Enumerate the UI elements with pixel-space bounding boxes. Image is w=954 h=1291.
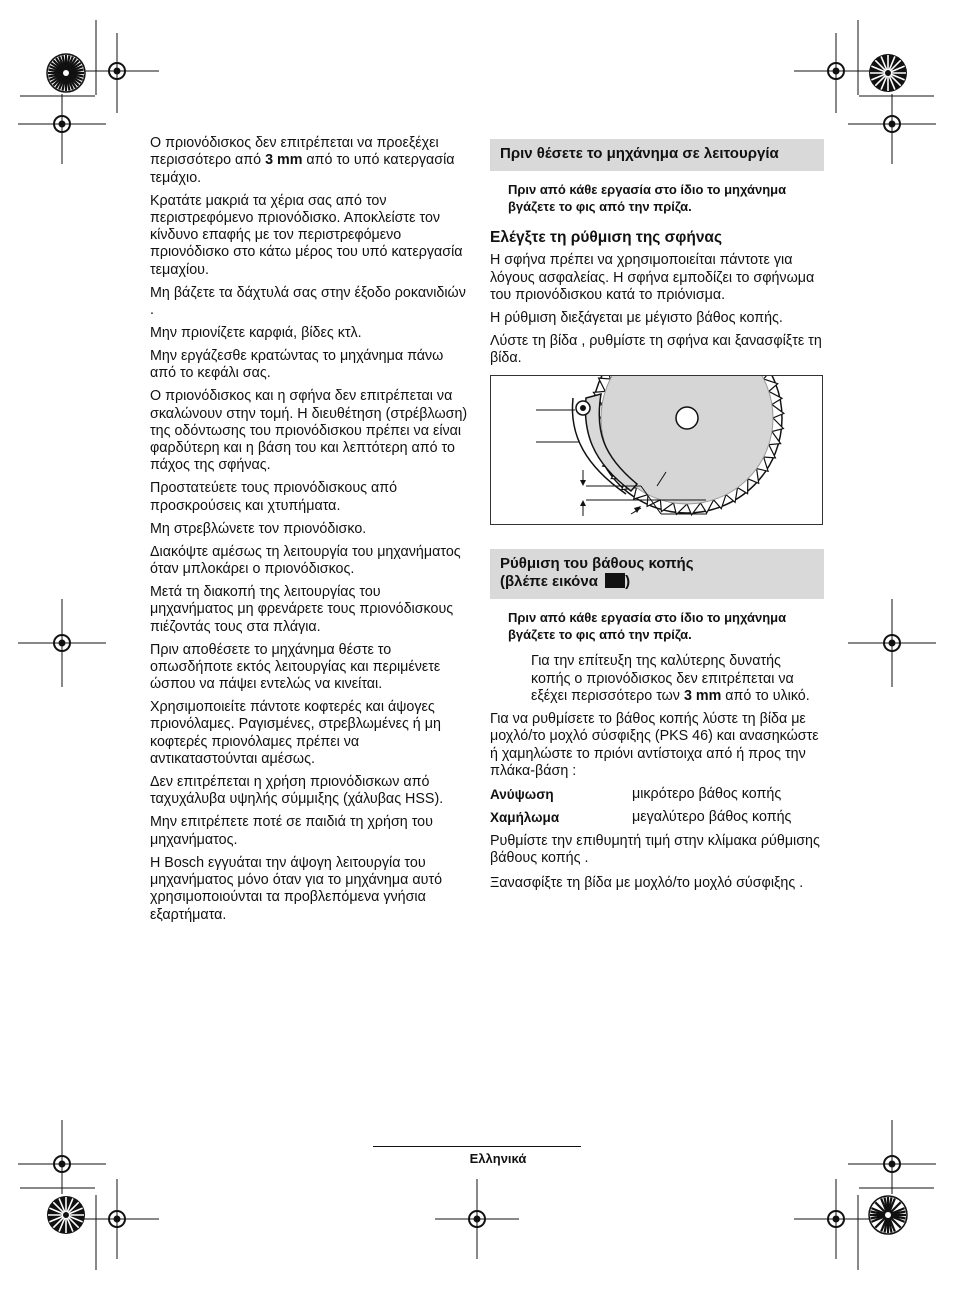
footer-rule — [373, 1146, 581, 1147]
riving-knife-paragraph-3: Λύστε τη βίδα , ρυθμίστε τη σφήνα και ξανασφίξτε τη βίδα. — [490, 332, 822, 367]
riving-knife-paragraph-1: Η σφήνα πρέπει να χρησιμοποιείται πάντοτε για λόγους ασφαλείας. Η σφήνα εμποδίζει το σφήνωμα του πριονόδισκου κατά το πριόνισμα. — [490, 252, 815, 303]
safety-paragraph-13: Δεν επιτρέπεται η χρήση πριονόδισκων από ταχυχάλυβα υψηλής σύμμιξης (χάλυβας HSS). — [150, 774, 444, 808]
right-column — [490, 139, 824, 898]
footer-language: Ελληνικά — [469, 1151, 527, 1166]
safety-paragraph-12: Χρησιμοποιείτε πάντοτε κοφτερές και άψογες πριονόλαμες. Ραγισμένες, στρεβλωμένες ή μη κοφτερές πριονόλαμες πρέπει να αντικαταστούνται αμέσως. — [150, 699, 441, 768]
riving-knife-paragraph-2: Η ρύθμιση διεξάγεται με μέγιστο βάθος κοπής. — [490, 309, 783, 326]
safety-paragraph-11: Πριν αποθέσετε το μηχάνημα θέστε το οπωσδήποτε εκτός λειτουργίας και περιμένετε ώσπου να πάψει εντελώς να κινείται. — [150, 641, 441, 693]
adjust-row-lower: Χαμήλωμα μεγαλύτερο βάθος κοπής — [490, 809, 792, 826]
riving-knife-figure — [490, 375, 823, 525]
safety-paragraph-10: Μετά τη διακοπή της λειτουργίας του μηχανήματος μη φρενάρετε τους πριονόδισκους πιέζοντάς τους στα πλάγια. — [150, 584, 454, 635]
safety-paragraph-14: Μην επιτρέπετε ποτέ σε παιδιά τη χρήση του μηχανήματος. — [150, 814, 433, 848]
unplug-warning: Πριν από κάθε εργασία στο ίδιο το μηχάνημα βγάζετε το φις από την πρίζα. — [508, 182, 787, 214]
cutting-depth-paragraph-3: Ξανασφίξτε τη βίδα με μοχλό/το μοχλό σύσφιξης . — [490, 875, 804, 892]
cutting-depth-note: Για την επίτευξη της καλύτερης δυνατής κοπής ο πριονόδισκος δεν επιτρέπεται να εξέχει περισσότερο των 3 mm από το υλικό. — [531, 653, 810, 705]
subheading-riving-knife: Ελέγξτε τη ρύθμιση της σφήνας — [490, 229, 723, 246]
safety-paragraph-4: Μην πριονίζετε καρφιά, βίδες κτλ. — [150, 325, 362, 342]
saw-blade-icon — [590, 376, 784, 515]
safety-paragraph-7: Προστατεύετε τους πριονόδισκους από προσκρούσεις και χτυπήματα. — [150, 480, 398, 514]
cutting-depth-paragraph-2: Ρυθμίστε την επιθυμητή τιμή στην κλίμακα ρύθμισης βάθους κοπής . — [490, 832, 820, 866]
section-heading-cutting-depth: Ρύθμιση του βάθους κοπής (βλέπε εικόνα ) — [490, 549, 824, 599]
saw-blade-illustration — [491, 376, 822, 524]
adjust-row-raise: Ανύψωση μικρότερο βάθος κοπής — [490, 785, 782, 802]
safety-paragraph-5: Μην εργάζεσθε κρατώντας το μηχάνημα πάνω από το κεφάλι σας. — [150, 348, 444, 382]
safety-paragraph-8: Μη στρεβλώνετε τον πριονόδισκο. — [150, 520, 367, 537]
section-heading-before-operation: Πριν θέσετε το μηχάνημα σε λειτουργία — [490, 139, 824, 171]
safety-paragraph-9: Διακόψτε αμέσως τη λειτουργία του μηχανήματος όταν μπλοκάρει ο πριονόδισκος. — [150, 543, 461, 578]
safety-paragraph-6: Ο πριονόδισκος και η σφήνα δεν επιτρέπεται να σκαλώνουν στην τομή. Η διευθέτηση (στρέβλωση) της οδόντωσης του πριονόδισκου πρέπει να είναι φαρδύτερη και η βάση του και λεπτότερη από το πάχος της σφήνας. — [150, 388, 468, 474]
figure-reference-icon — [605, 573, 625, 588]
unplug-warning-2: Πριν από κάθε εργασία στο ίδιο το μηχάνημα βγάζετε το φις από την πρίζα. — [508, 610, 787, 643]
safety-paragraph-1: Ο πριονόδισκος δεν επιτρέπεται να προεξέχει περισσότερο από 3 mm από το υπό κατεργασία τεμάχιο. — [150, 135, 455, 186]
cutting-depth-paragraph-1: Για να ρυθμίσετε το βάθος κοπής λύστε τη βίδα με μοχλό/το μοχλό σύσφιξης (PKS 46) και ανασηκώστε ή χαμηλώστε το πριόνι αντίστοιχα από ή προς την πλάκα-βάση : — [490, 711, 819, 779]
safety-paragraph-2: Κρατάτε μακριά τα χέρια σας από τον περιστρεφόμενο πριονόδισκο. Αποκλείστε τον κίνδυνο επαφής με τον περιστρεφόμενο πριονόδισκο στο κάτω μέρος του υπό κατεργασία τεμαχίου. — [150, 192, 463, 278]
safety-paragraph-15: Η Bosch εγγυάται την άψογη λειτουργία του μηχανήματος μόνο όταν για το μηχάνημα αυτό χρησιμοποιούνται τα προβλεπόμενα γνήσια εξαρτήματα. — [150, 854, 443, 923]
safety-paragraph-3: Μη βάζετε τα δάχτυλά σας στην έξοδο ροκανιδιών . — [150, 284, 466, 319]
left-column — [150, 135, 468, 929]
